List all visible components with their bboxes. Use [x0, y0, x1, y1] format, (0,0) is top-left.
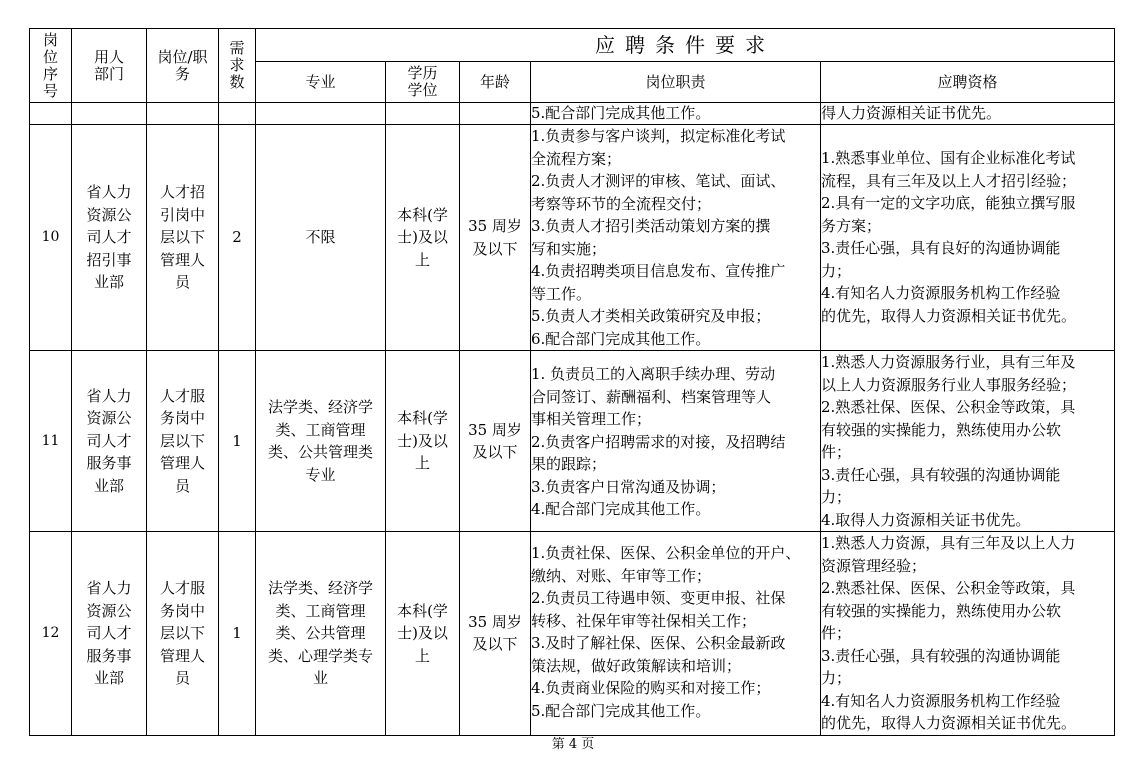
- header-qual: 应聘资格: [821, 62, 1115, 103]
- header-seq: 岗 位 序 号: [30, 29, 72, 103]
- page-number: 第 4 页: [551, 737, 595, 752]
- row-edu: 本科(学 士)及以 上: [386, 125, 460, 351]
- header-duty: 岗位职责: [531, 62, 821, 103]
- row-count: 1: [219, 351, 256, 532]
- row-edu: 本科(学 士)及以 上: [386, 351, 460, 532]
- row-age: 35 周岁 及以下: [460, 351, 531, 532]
- header-age: 年龄: [460, 62, 531, 103]
- row-seq: 10: [30, 125, 72, 351]
- row-qual: 1.熟悉人力资源服务行业，具有三年及 以上人力资源服务行业人事服务经验； 2.熟悉社保、医保、公积金等政策，具 有较强的实操能力，熟练使用办公软 件； 3.责任心强，具有较强的沟通协调能 力； 4.取得人力资源相关证书优先。: [821, 351, 1115, 532]
- row-duty: 1. 负责员工的入离职手续办理、劳动 合同签订、薪酬福利、档案管理等人 事相关管理工作； 2.负责客户招聘需求的对接，及招聘结 果的跟踪； 3.负责客户日常沟通及协调； 4.配合部门完成其他工作。: [531, 351, 821, 532]
- recruitment-table: [29, 28, 1115, 736]
- row-major: 法学类、经济学 类、工商管理 类、公共管理类 专业: [256, 351, 386, 532]
- row-qual: 1.熟悉事业单位、国有企业标准化考试 流程，具有三年及以上人才招引经验； 2.具有一定的文字功底，能独立撰写服 务方案； 3.责任心强，具有良好的沟通协调能 力； 4.有知名人力资源服务机构工作经验 的优先，取得人力资源相关证书优先。: [821, 125, 1115, 351]
- row-edu: 本科(学 士)及以 上: [386, 532, 460, 736]
- row-qual: 1.熟悉人力资源，具有三年及以上人力 资源管理经验； 2.熟悉社保、医保、公积金等政策，具 有较强的实操能力，熟练使用办公软 件； 3.责任心强，具有较强的沟通协调能 力； 4.有知名人力资源服务机构工作经验 的优先，取得人力资源相关证书优先。: [821, 532, 1115, 736]
- row-duty: 1.负责社保、医保、公积金单位的开户、 缴纳、对账、年审等工作； 2.负责员工待遇申领、变更申报、社保 转移、社保年审等社保相关工作； 3.及时了解社保、医保、公积金最新政 策法规，做好政策解读和培训； 4.负责商业保险的购买和对接工作； 5.配合部门完成其他工作。: [531, 532, 821, 736]
- header-row-1: [30, 29, 1115, 62]
- header-conditions: 应聘条件要求: [256, 29, 1115, 62]
- row-major: 法学类、经济学 类、工商管理 类、公共管理 类、心理学类专 业: [256, 532, 386, 736]
- row-position: 人才服 务岗中 层以下 管理人 员: [147, 351, 219, 532]
- row-dept: 省人力 资源公 司人才 服务事 业部: [72, 532, 147, 736]
- header-need: 需 求 数: [219, 29, 256, 103]
- row-major: 不限: [256, 125, 386, 351]
- row-duty: 1.负责参与客户谈判，拟定标准化考试 全流程方案； 2.负责人才测评的审核、笔试、面试、 考察等环节的全流程交付； 3.负责人才招引类活动策划方案的撰 写和实施； 4.负责招聘类项目信息发布、宣传推广 等工作。 5.负责人才类相关政策研究及申报； 6.配合部门完成其他工作。: [531, 125, 821, 351]
- header-edu: 学历 学位: [386, 62, 460, 103]
- row-dept: 省人力 资源公 司人才 服务事 业部: [72, 351, 147, 532]
- row-count: 1: [219, 532, 256, 736]
- table-row: [30, 532, 1115, 736]
- header-dept: 用人 部门: [72, 29, 147, 103]
- header-major: 专业: [256, 62, 386, 103]
- row-position: 人才招 引岗中 层以下 管理人 员: [147, 125, 219, 351]
- table-row: [30, 351, 1115, 532]
- row-seq: 12: [30, 532, 72, 736]
- table-row: [30, 125, 1115, 351]
- row-dept: 省人力 资源公 司人才 招引事 业部: [72, 125, 147, 351]
- carry-qual: 得人力资源相关证书优先。: [821, 103, 1115, 125]
- header-position: 岗位/职 务: [147, 29, 219, 103]
- row-age: 35 周岁 及以下: [460, 532, 531, 736]
- row-age: 35 周岁 及以下: [460, 125, 531, 351]
- carry-over-row: [30, 103, 1115, 125]
- row-seq: 11: [30, 351, 72, 532]
- row-position: 人才服 务岗中 层以下 管理人 员: [147, 532, 219, 736]
- row-count: 2: [219, 125, 256, 351]
- carry-duty: 5.配合部门完成其他工作。: [531, 103, 821, 125]
